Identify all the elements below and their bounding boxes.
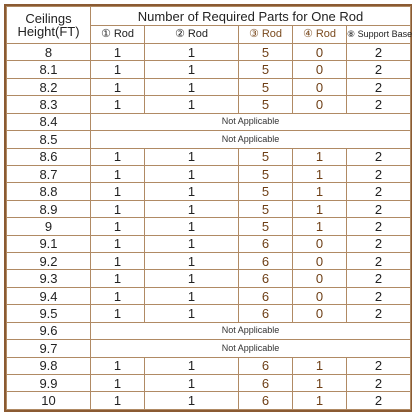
rod-3-cell: 5 bbox=[239, 61, 293, 78]
required-parts-header: Number of Required Parts for One Rod bbox=[91, 7, 411, 26]
rod-3-cell: 5 bbox=[239, 78, 293, 95]
rod-2-cell: 1 bbox=[145, 357, 239, 374]
rod-4-cell: 1 bbox=[293, 183, 347, 200]
table-row bbox=[7, 96, 411, 113]
rod-4-cell: 1 bbox=[293, 148, 347, 165]
ceiling-height-cell: 8.9 bbox=[7, 200, 91, 217]
rod-2-cell: 1 bbox=[145, 305, 239, 322]
ceiling-height-cell: 9.5 bbox=[7, 305, 91, 322]
rod-1-cell: 1 bbox=[91, 61, 145, 78]
rod-4-cell: 0 bbox=[293, 270, 347, 287]
ceiling-height-cell: 8.8 bbox=[7, 183, 91, 200]
rod-3-cell: 6 bbox=[239, 270, 293, 287]
support-base-cell: 2 bbox=[347, 44, 411, 61]
support-base-cell: 2 bbox=[347, 96, 411, 113]
rod-1-cell: 1 bbox=[91, 253, 145, 270]
table-row bbox=[7, 340, 411, 357]
support-base-cell: 2 bbox=[347, 375, 411, 392]
rod-2-cell: 1 bbox=[145, 200, 239, 217]
rod-4-cell: 0 bbox=[293, 253, 347, 270]
support-base-cell: 2 bbox=[347, 61, 411, 78]
rod-2-cell: 1 bbox=[145, 270, 239, 287]
rod-2-cell: 1 bbox=[145, 235, 239, 252]
table-row bbox=[7, 287, 411, 304]
rod-1-cell: 1 bbox=[91, 305, 145, 322]
table-row bbox=[7, 218, 411, 235]
table-row bbox=[7, 305, 411, 322]
ceiling-height-cell: 9 bbox=[7, 218, 91, 235]
support-base-cell: 2 bbox=[347, 148, 411, 165]
table-row bbox=[7, 270, 411, 287]
support-base-cell: 2 bbox=[347, 287, 411, 304]
rod-1-cell: 1 bbox=[91, 183, 145, 200]
rod-4-cell: 0 bbox=[293, 96, 347, 113]
rod-4-cell: 0 bbox=[293, 61, 347, 78]
ceiling-height-cell: 8.2 bbox=[7, 78, 91, 95]
rod-4-cell: 0 bbox=[293, 305, 347, 322]
rod-3-cell: 6 bbox=[239, 305, 293, 322]
not-applicable-cell: Not Applicable bbox=[91, 131, 411, 148]
table-row bbox=[7, 200, 411, 217]
table-row bbox=[7, 131, 411, 148]
table-row bbox=[7, 235, 411, 252]
ceiling-height-cell: 8.4 bbox=[7, 113, 91, 130]
rod-4-header: ④ Rod bbox=[293, 26, 347, 44]
rod-1-cell: 1 bbox=[91, 235, 145, 252]
ceiling-height-cell: 9.3 bbox=[7, 270, 91, 287]
table-row bbox=[7, 375, 411, 392]
rod-3-header: ③ Rod bbox=[239, 26, 293, 44]
rod-3-cell: 5 bbox=[239, 183, 293, 200]
rod-4-cell: 0 bbox=[293, 287, 347, 304]
rod-3-cell: 6 bbox=[239, 253, 293, 270]
support-base-cell: 2 bbox=[347, 200, 411, 217]
support-base-cell: 2 bbox=[347, 305, 411, 322]
ceiling-height-header bbox=[7, 7, 91, 44]
rod-1-cell: 1 bbox=[91, 44, 145, 61]
rod-2-cell: 1 bbox=[145, 78, 239, 95]
rod-3-cell: 5 bbox=[239, 200, 293, 217]
rod-3-cell: 5 bbox=[239, 165, 293, 182]
rod-2-cell: 1 bbox=[145, 218, 239, 235]
rod-1-cell: 1 bbox=[91, 96, 145, 113]
table-row bbox=[7, 44, 411, 61]
rod-3-cell: 6 bbox=[239, 287, 293, 304]
rod-1-cell: 1 bbox=[91, 392, 145, 410]
rod-3-cell: 6 bbox=[239, 392, 293, 410]
table-row bbox=[7, 322, 411, 339]
rod-3-cell: 5 bbox=[239, 44, 293, 61]
ceiling-height-cell: 9.6 bbox=[7, 322, 91, 339]
rod-3-cell: 5 bbox=[239, 148, 293, 165]
rod-4-cell: 1 bbox=[293, 375, 347, 392]
rod-1-cell: 1 bbox=[91, 200, 145, 217]
ceiling-height-cell: 9.9 bbox=[7, 375, 91, 392]
rod-2-cell: 1 bbox=[145, 96, 239, 113]
not-applicable-cell: Not Applicable bbox=[91, 113, 411, 130]
support-base-cell: 2 bbox=[347, 270, 411, 287]
support-base-cell: 2 bbox=[347, 218, 411, 235]
rod-1-cell: 1 bbox=[91, 287, 145, 304]
rod-2-cell: 1 bbox=[145, 44, 239, 61]
ceiling-height-cell: 9.4 bbox=[7, 287, 91, 304]
rod-3-cell: 5 bbox=[239, 96, 293, 113]
ceiling-height-cell: 10 bbox=[7, 392, 91, 410]
rod-3-cell: 6 bbox=[239, 375, 293, 392]
table-row bbox=[7, 392, 411, 410]
rod-1-cell: 1 bbox=[91, 78, 145, 95]
table-row bbox=[7, 357, 411, 374]
rod-1-cell: 1 bbox=[91, 357, 145, 374]
ceiling-height-cell: 9.2 bbox=[7, 253, 91, 270]
rod-2-cell: 1 bbox=[145, 183, 239, 200]
rod-2-cell: 1 bbox=[145, 253, 239, 270]
rod-2-cell: 1 bbox=[145, 287, 239, 304]
not-applicable-cell: Not Applicable bbox=[91, 340, 411, 357]
support-base-header: ⑧ Support Base bbox=[347, 26, 411, 44]
support-base-cell: 2 bbox=[347, 78, 411, 95]
table-body bbox=[7, 44, 411, 410]
rod-1-cell: 1 bbox=[91, 148, 145, 165]
parts-table-frame bbox=[4, 4, 412, 412]
rod-1-header: ① Rod bbox=[91, 26, 145, 44]
rod-1-cell: 1 bbox=[91, 270, 145, 287]
rod-2-cell: 1 bbox=[145, 165, 239, 182]
rod-3-cell: 6 bbox=[239, 235, 293, 252]
rod-2-cell: 1 bbox=[145, 375, 239, 392]
rod-1-cell: 1 bbox=[91, 375, 145, 392]
support-base-cell: 2 bbox=[347, 235, 411, 252]
ceiling-height-cell: 8.5 bbox=[7, 131, 91, 148]
ceiling-height-cell: 8.7 bbox=[7, 165, 91, 182]
rod-1-cell: 1 bbox=[91, 165, 145, 182]
rod-4-cell: 0 bbox=[293, 235, 347, 252]
table-row bbox=[7, 148, 411, 165]
ceiling-height-cell: 8.1 bbox=[7, 61, 91, 78]
ceiling-header-line1: Ceilings bbox=[25, 11, 72, 26]
rod-2-header: ② Rod bbox=[145, 26, 239, 44]
rod-3-cell: 5 bbox=[239, 218, 293, 235]
support-base-cell: 2 bbox=[347, 253, 411, 270]
rod-4-cell: 1 bbox=[293, 392, 347, 410]
ceiling-height-cell: 9.1 bbox=[7, 235, 91, 252]
rod-4-cell: 1 bbox=[293, 357, 347, 374]
table-row bbox=[7, 113, 411, 130]
rod-2-cell: 1 bbox=[145, 61, 239, 78]
support-base-cell: 2 bbox=[347, 165, 411, 182]
ceiling-height-cell: 9.7 bbox=[7, 340, 91, 357]
not-applicable-cell: Not Applicable bbox=[91, 322, 411, 339]
rod-2-cell: 1 bbox=[145, 392, 239, 410]
table-row bbox=[7, 165, 411, 182]
support-base-cell: 2 bbox=[347, 357, 411, 374]
rod-4-cell: 0 bbox=[293, 78, 347, 95]
rod-2-cell: 1 bbox=[145, 148, 239, 165]
ceiling-height-cell: 8 bbox=[7, 44, 91, 61]
rod-1-cell: 1 bbox=[91, 218, 145, 235]
rod-4-cell: 1 bbox=[293, 165, 347, 182]
rod-4-cell: 1 bbox=[293, 218, 347, 235]
table-row bbox=[7, 253, 411, 270]
support-base-cell: 2 bbox=[347, 392, 411, 410]
table-row bbox=[7, 183, 411, 200]
rod-3-cell: 6 bbox=[239, 357, 293, 374]
ceiling-height-cell: 8.3 bbox=[7, 96, 91, 113]
table-row bbox=[7, 61, 411, 78]
ceiling-height-cell: 9.8 bbox=[7, 357, 91, 374]
support-base-cell: 2 bbox=[347, 183, 411, 200]
rod-4-cell: 0 bbox=[293, 44, 347, 61]
ceiling-height-cell: 8.6 bbox=[7, 148, 91, 165]
parts-table bbox=[6, 6, 411, 410]
ceiling-header-line2: Height(FT) bbox=[17, 24, 80, 39]
rod-4-cell: 1 bbox=[293, 200, 347, 217]
table-row bbox=[7, 78, 411, 95]
